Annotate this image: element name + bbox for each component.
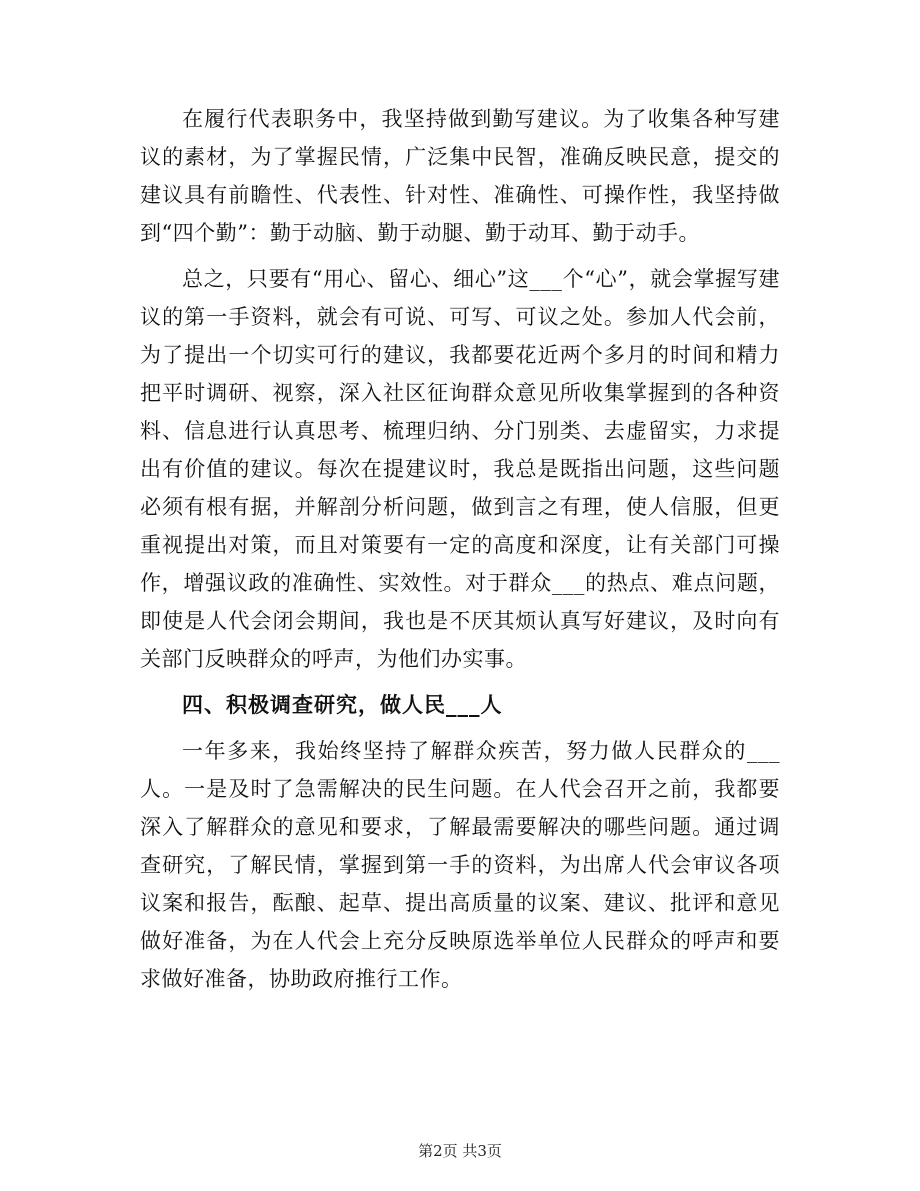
section-heading: 四、积极调查研究，做人民___人 (182, 693, 503, 717)
paragraph-summary: 总之，只要有“用心、留心、细心”这___个“心”，就会掌握写建议的第一手资料，就会有可说、可写、可议之处。参加人代会前，为了提出一个切实可行的建议，我都要花近两个多月的时间和精力把平时调研、视察，深入社区征询群众意见所收集掌握到的各种资料、信息进行认真思考、梳理归纳、分门别类、去虚留实，力求提出有价值的建议。每次在提建议时，我总是既指出问题，这些问题必须有根有据，并解剖分析问题，做到言之有理，使人信服，但更重视提出对策，而且对策要有一定的高度和深度，让有关部门可操作，增强议政的准确性、实效性。对于群众___的热点、难点问题，即使是人代会闭会期间，我也是不厌其烦认真写好建议，及时向有关部门反映群众的呼声，为他们办实事。 (140, 267, 780, 671)
document-body (140, 100, 780, 998)
paragraph-research: 一年多来，我始终坚持了解群众疾苦，努力做人民群众的___人。一是及时了急需解决的民生问题。在人代会召开之前，我都要深入了解群众的意见和要求，了解最需要解决的哪些问题。通过调查研究，了解民情，掌握到第一手的资料，为出席人代会审议各项议案和报告，酝酿、起草、提出高质量的议案、建议、批评和意见做好准备，为在人代会上充分反映原选举单位人民群众的呼声和要求做好准备，协助政府推行工作。 (140, 739, 780, 991)
paragraph-suggestions: 在履行代表职务中，我坚持做到勤写建议。为了收集各种写建议的素材，为了掌握民情，广泛集中民智，准确反映民意，提交的建议具有前瞻性、代表性、针对性、准确性、可操作性，我坚持做到“四个勤”：勤于动脑、勤于动腿、勤于动耳、勤于动手。 (140, 107, 780, 245)
page-number-footer: 第2页 共3页 (418, 1142, 502, 1160)
